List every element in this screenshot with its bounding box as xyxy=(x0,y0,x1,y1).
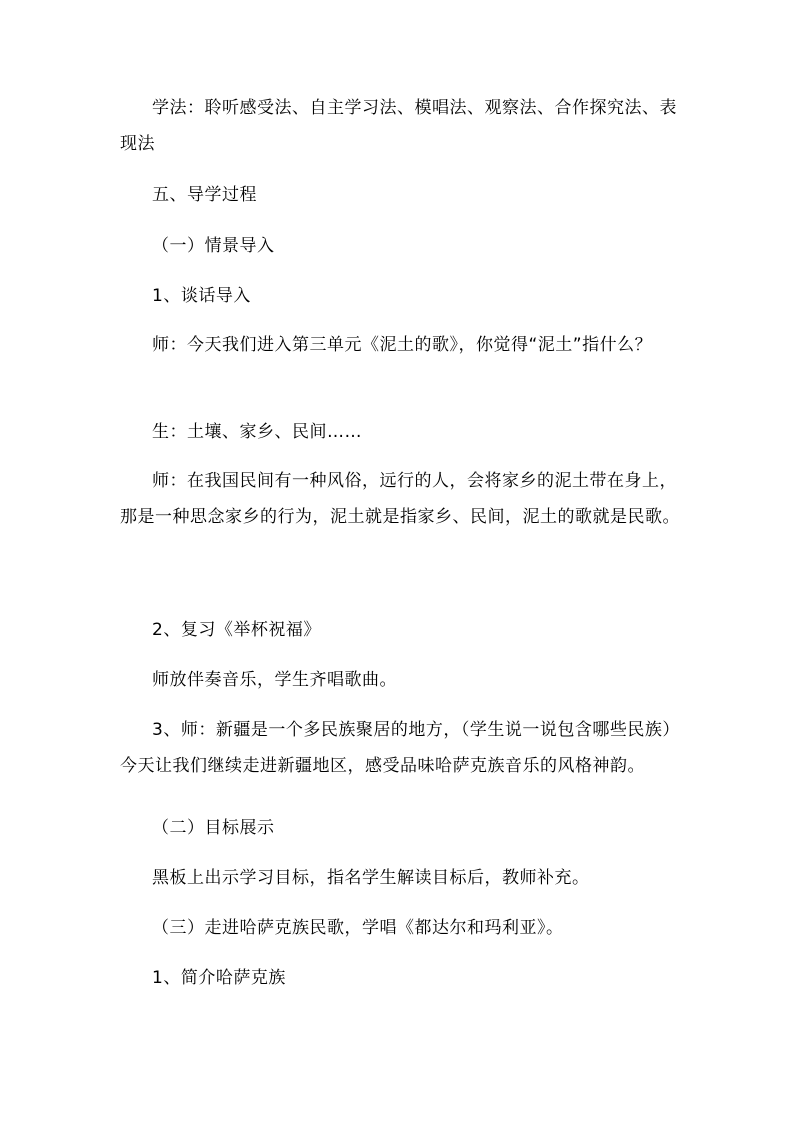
paragraph-sing-along: 师放伴奏音乐，学生齐唱歌曲。 xyxy=(152,670,397,690)
paragraph-xinjiang-intro: 3、师：新疆是一个多民族聚居的地方，（学生说一说包含哪些民族）今天让我们继续走进新疆地区，感受品味哈萨克族音乐的风格神韵。 xyxy=(120,720,680,776)
paragraph-study-methods: 学法：聆听感受法、自主学习法、模唱法、观察法、合作探究法、表现法 xyxy=(120,98,677,154)
heading-talk-intro: 1、谈话导入 xyxy=(152,286,251,306)
heading-guided-process: 五、导学过程 xyxy=(152,185,257,205)
heading-goal-display: （二）目标展示 xyxy=(152,818,275,838)
paragraph-student-answer: 生：土壤、家乡、民间…… xyxy=(152,422,362,442)
paragraph-blackboard-goals: 黑板上出示学习目标，指名学生解读目标后，教师补充。 xyxy=(152,868,590,888)
heading-review-song: 2、复习《举杯祝福》 xyxy=(152,620,321,640)
paragraph-teacher-question: 师：今天我们进入第三单元《泥土的歌》，你觉得“泥土”指什么？ xyxy=(152,335,653,355)
paragraph-teacher-explanation: 师：在我国民间有一种风俗，远行的人，会将家乡的泥土带在身上，那是一种思念家乡的行为，泥土就是指家乡、民间，泥土的歌就是民歌。 xyxy=(120,471,680,527)
heading-kazakh-folk-song: （三）走进哈萨克族民歌，学唱《都达尔和玛利亚》。 xyxy=(152,918,564,938)
heading-scene-intro: （一）情景导入 xyxy=(152,236,275,256)
heading-kazakh-intro: 1、简介哈萨克族 xyxy=(152,968,286,988)
